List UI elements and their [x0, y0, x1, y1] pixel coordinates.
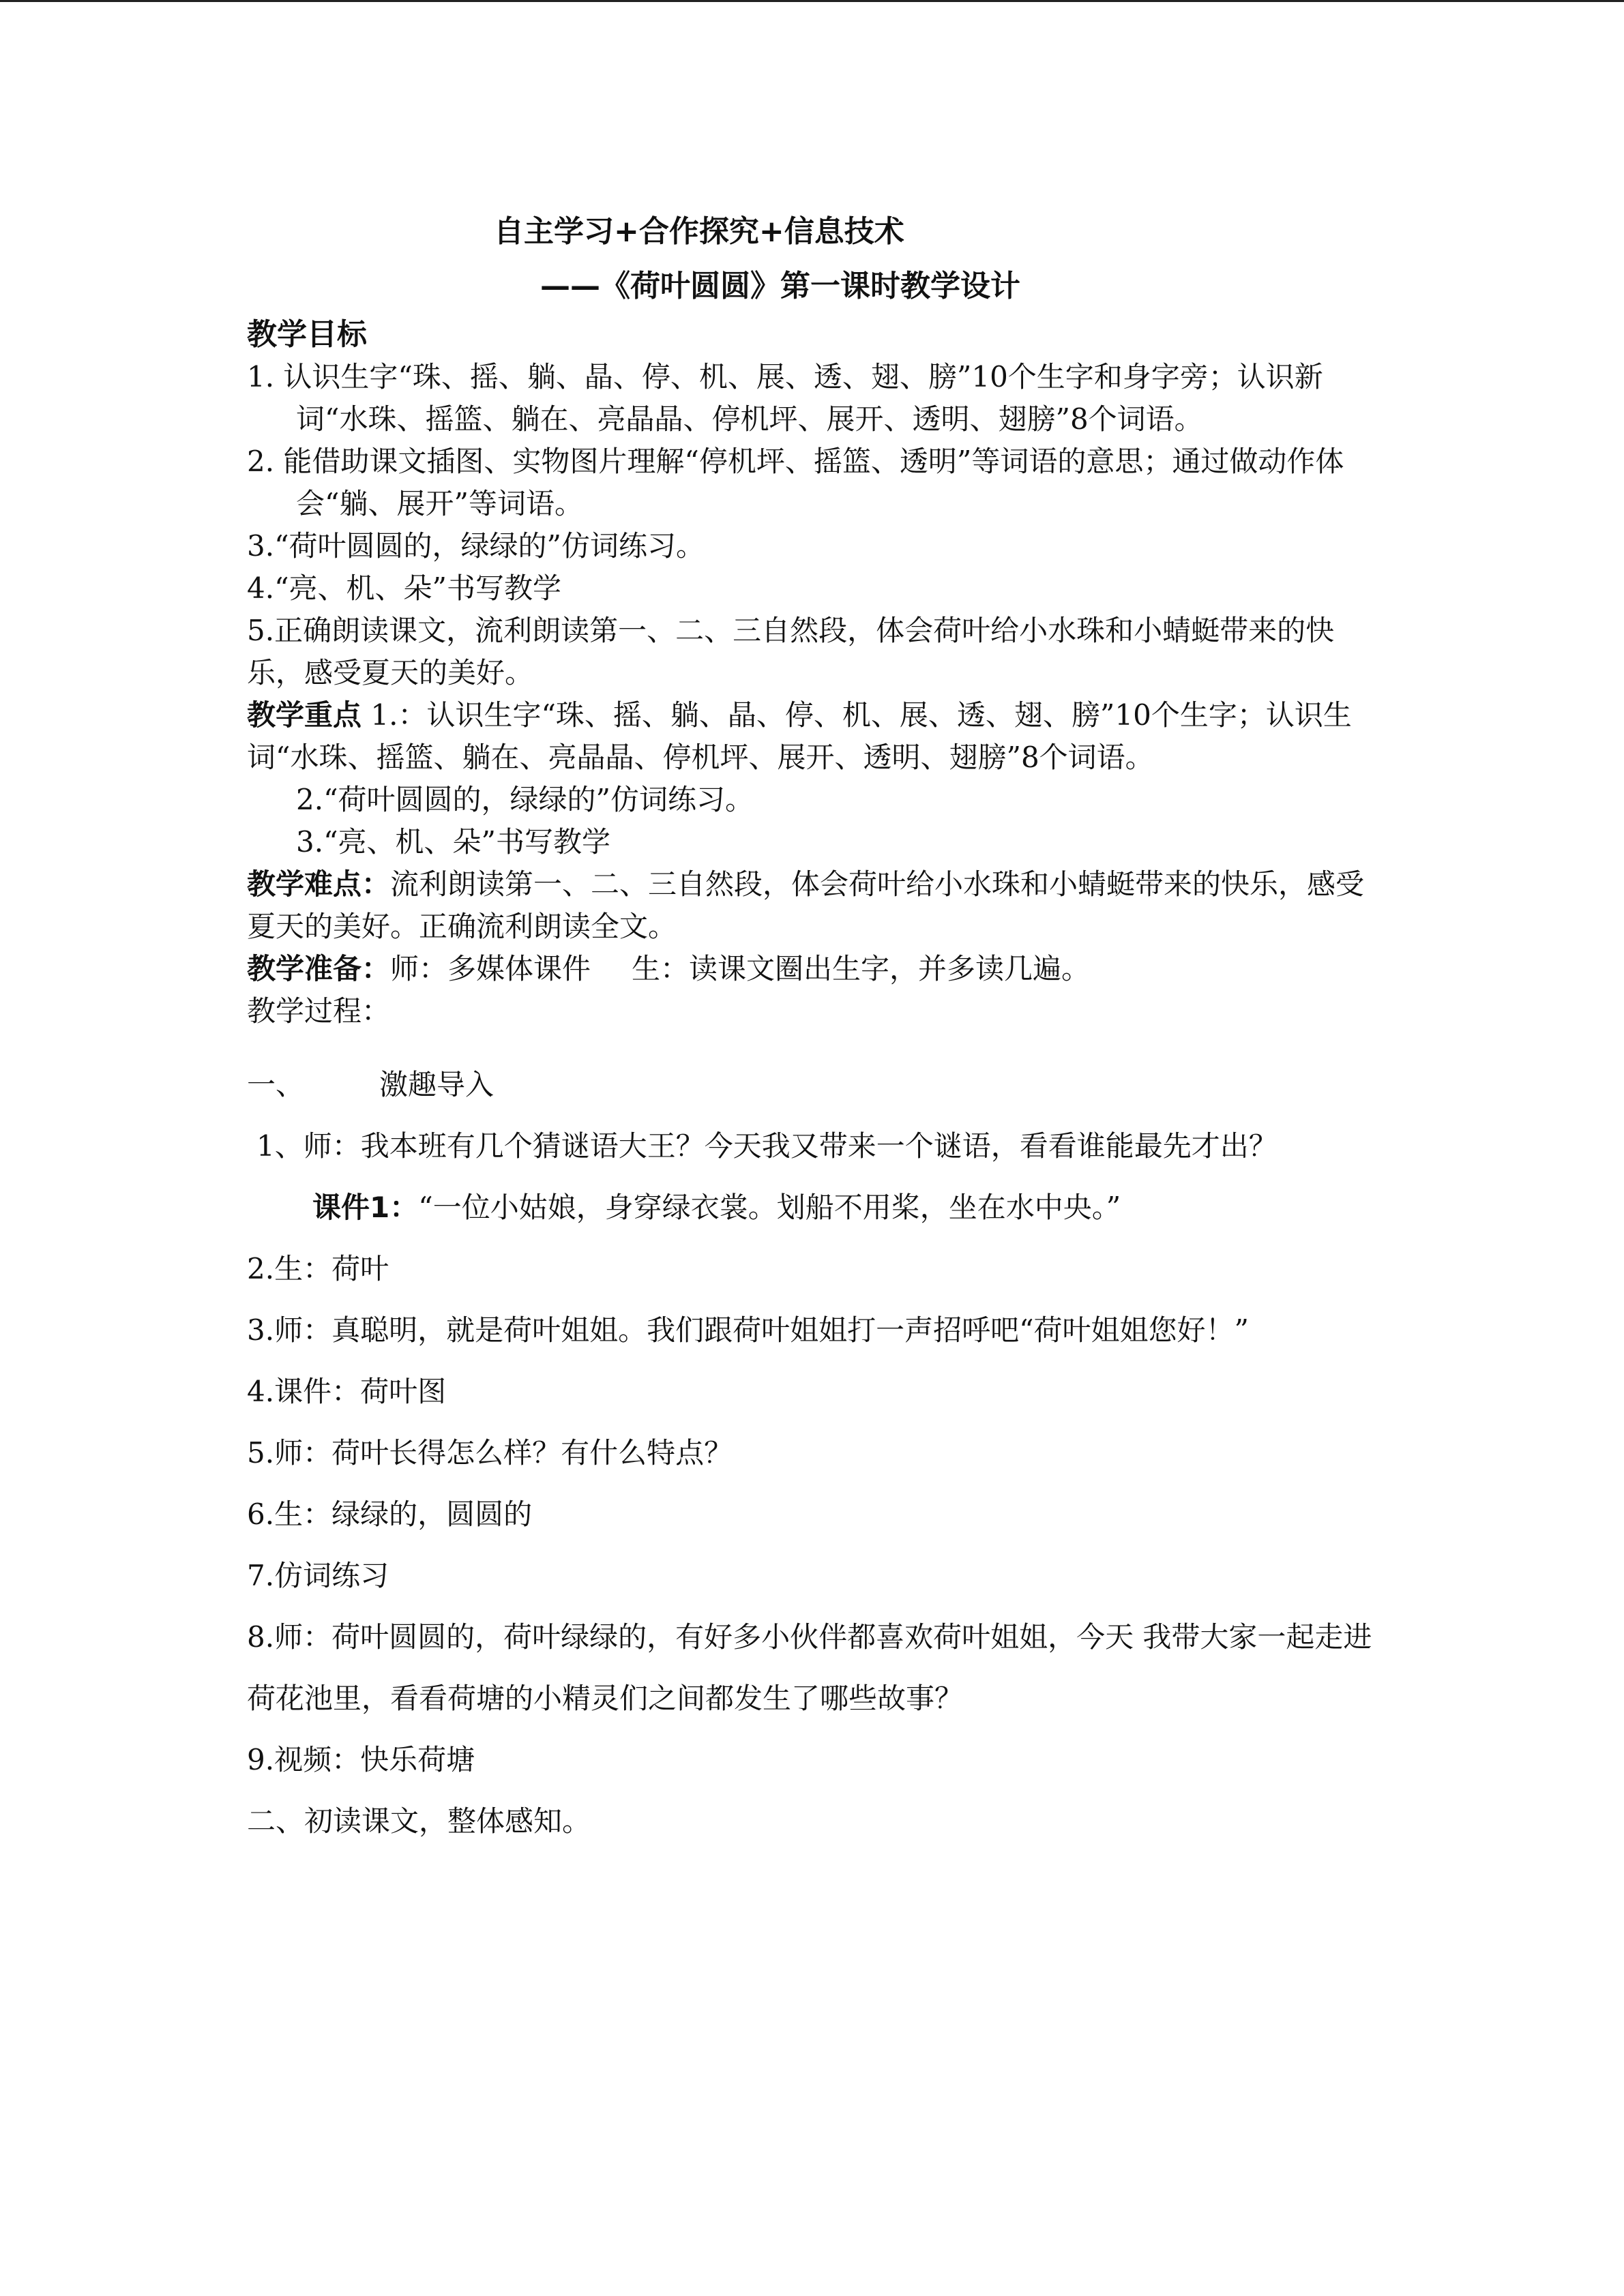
process-step-8: 8.师：荷叶圆圆的，荷叶绿绿的，有好多小伙伴都喜欢荷叶姐姐，今天 我带大家一起走进荷花池里，看看荷塘的小精灵们之间都发生了哪些故事？: [247, 1620, 1372, 1715]
preparation-paragraph: [247, 948, 1379, 990]
objectives-heading: 教学目标: [247, 317, 367, 352]
process-step-2: 2.生：荷叶: [247, 1252, 389, 1285]
preparation-teacher: 师：多媒体课件: [390, 952, 591, 985]
section-2-heading: 二、初读课文，整体感知。: [247, 1804, 591, 1838]
process-step-3: 3.师：真聪明，就是荷叶姐姐。我们跟荷叶姐姐打一声招呼吧“荷叶姐姐您好！”: [247, 1313, 1250, 1347]
top-border-line: [0, 0, 1624, 2]
courseware-text: “一位小姑娘，身穿绿衣裳。划船不用桨，坐在水中央。”: [418, 1191, 1121, 1224]
objective-item-1: 1. 认识生字“珠、摇、躺、晶、停、机、展、透、翅、膀”10个生字和身字旁；认识新词“水珠、摇篮、躺在、亮晶晶、停机坪、展开、透明、翅膀”8个词语。: [247, 360, 1323, 436]
document-page: [247, 205, 1379, 1852]
process-step-5: 5.师：荷叶长得怎么样？有什么特点？: [247, 1436, 733, 1470]
preparation-student: 生：读课文圈出生字，并多读几遍。: [632, 952, 1091, 985]
objective-item-5: 5.正确朗读课文，流利朗读第一、二、三自然段，体会荷叶给小水珠和小蜻蜓带来的快乐，感受夏天的美好。: [247, 614, 1335, 689]
process-step-9: 9.视频：快乐荷塘: [247, 1743, 475, 1776]
key-point-item-2: 2.“荷叶圆圆的，绿绿的”仿词练习。: [296, 783, 754, 816]
objective-item-3: 3.“荷叶圆圆的，绿绿的”仿词练习。: [247, 529, 705, 563]
process-step-4: 4.课件：荷叶图: [247, 1375, 447, 1408]
key-points-label: 教学重点: [247, 698, 362, 732]
difficulties-label: 教学难点：: [247, 867, 391, 901]
difficulties-paragraph: [247, 863, 1379, 948]
document-title: 自主学习+合作探究+信息技术: [494, 214, 904, 249]
objective-item-2: 2. 能借助课文插图、实物图片理解“停机坪、摇篮、透明”等词语的意思；通过做动作体会“躺、展开”等词语。: [247, 445, 1344, 520]
courseware-label: 课件1：: [312, 1191, 419, 1224]
preparation-label: 教学准备：: [247, 952, 391, 985]
section-1-number: 一、: [247, 1068, 305, 1101]
section-1-heading: [247, 1054, 1379, 1116]
key-point-item-3: 3.“亮、机、朵”书写教学: [296, 825, 611, 859]
process-heading: 教学过程：: [247, 994, 391, 1028]
courseware-1: [247, 1177, 1379, 1238]
key-points-text: 1.：认识生字“珠、摇、躺、晶、停、机、展、透、翅、膀”10个生字；认识生词“水珠、摇篮、躺在、亮晶晶、停机坪、展开、透明、翅膀”8个词语。: [247, 698, 1352, 774]
difficulties-text: 流利朗读第一、二、三自然段，体会荷叶给小水珠和小蜻蜓带来的快乐，感受夏天的美好。正确流利朗读全文。: [247, 867, 1365, 943]
section-1-title: 激趣导入: [379, 1068, 494, 1101]
process-step-1: 1、师：我本班有几个猜谜语大王？今天我又带来一个谜语，看看谁能最先才出？: [256, 1129, 1278, 1163]
objective-item-4: 4.“亮、机、朵”书写教学: [247, 571, 562, 605]
document-subtitle: ——《荷叶圆圆》第一课时教学设计: [540, 269, 1020, 303]
key-points-paragraph: [247, 694, 1379, 779]
process-step-6: 6.生：绿绿的，圆圆的: [247, 1497, 533, 1531]
process-step-7: 7.仿词练习: [247, 1559, 389, 1592]
